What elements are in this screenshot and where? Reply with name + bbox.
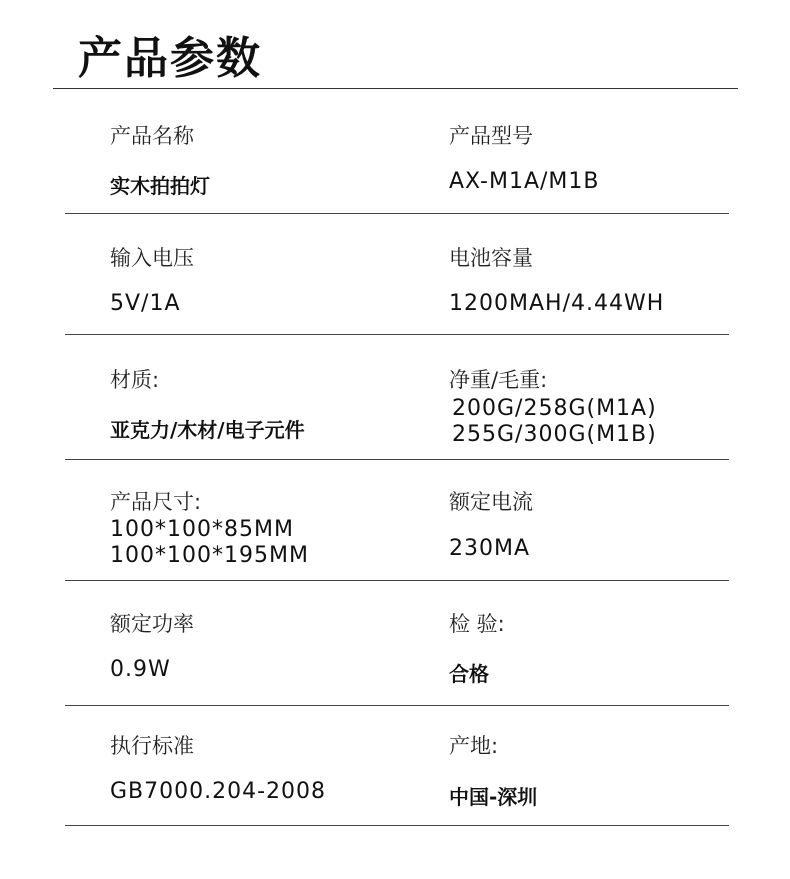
product-name-label: 产品名称 (110, 124, 194, 148)
product-size-value-line: 100*100*195MM (110, 543, 309, 568)
material-value: 亚克力/木材/电子元件 (110, 418, 305, 442)
row-divider (65, 580, 729, 581)
inspection-value: 合格 (449, 662, 489, 686)
weight-value (452, 396, 657, 448)
row-divider (65, 825, 729, 826)
product-size-label: 产品尺寸: (110, 490, 202, 514)
row-divider (65, 705, 729, 706)
input-voltage-value: 5V/1A (110, 291, 181, 316)
rated-power-label: 额定功率 (110, 612, 194, 636)
title-divider (53, 88, 738, 89)
product-model-value: AX-M1A/M1B (449, 169, 600, 194)
standard-value: GB7000.204-2008 (110, 779, 327, 804)
product-size-value (110, 517, 309, 569)
product-size-value-line: 100*100*85MM (110, 517, 294, 542)
row-divider (65, 334, 729, 335)
rated-current-value: 230MA (449, 536, 531, 561)
row-divider (65, 213, 729, 214)
battery-capacity-label: 电池容量 (449, 246, 533, 270)
product-model-label: 产品型号 (449, 124, 533, 148)
page-title: 产品参数 (78, 33, 262, 84)
battery-capacity-value: 1200MAH/4.44WH (449, 291, 665, 316)
row-divider (65, 459, 729, 460)
standard-label: 执行标准 (110, 734, 194, 758)
origin-value: 中国-深圳 (449, 785, 538, 809)
weight-value-line: 255G/300G(M1B) (452, 422, 657, 447)
rated-power-value: 0.9W (110, 657, 171, 682)
weight-value-line: 200G/258G(M1A) (452, 396, 657, 421)
material-label: 材质: (110, 368, 160, 392)
origin-label: 产地: (449, 734, 499, 758)
input-voltage-label: 输入电压 (110, 246, 194, 270)
rated-current-label: 额定电流 (449, 490, 533, 514)
product-name-value: 实木拍拍灯 (110, 174, 210, 198)
inspection-label: 检 验: (449, 612, 505, 636)
weight-label: 净重/毛重: (449, 368, 548, 392)
